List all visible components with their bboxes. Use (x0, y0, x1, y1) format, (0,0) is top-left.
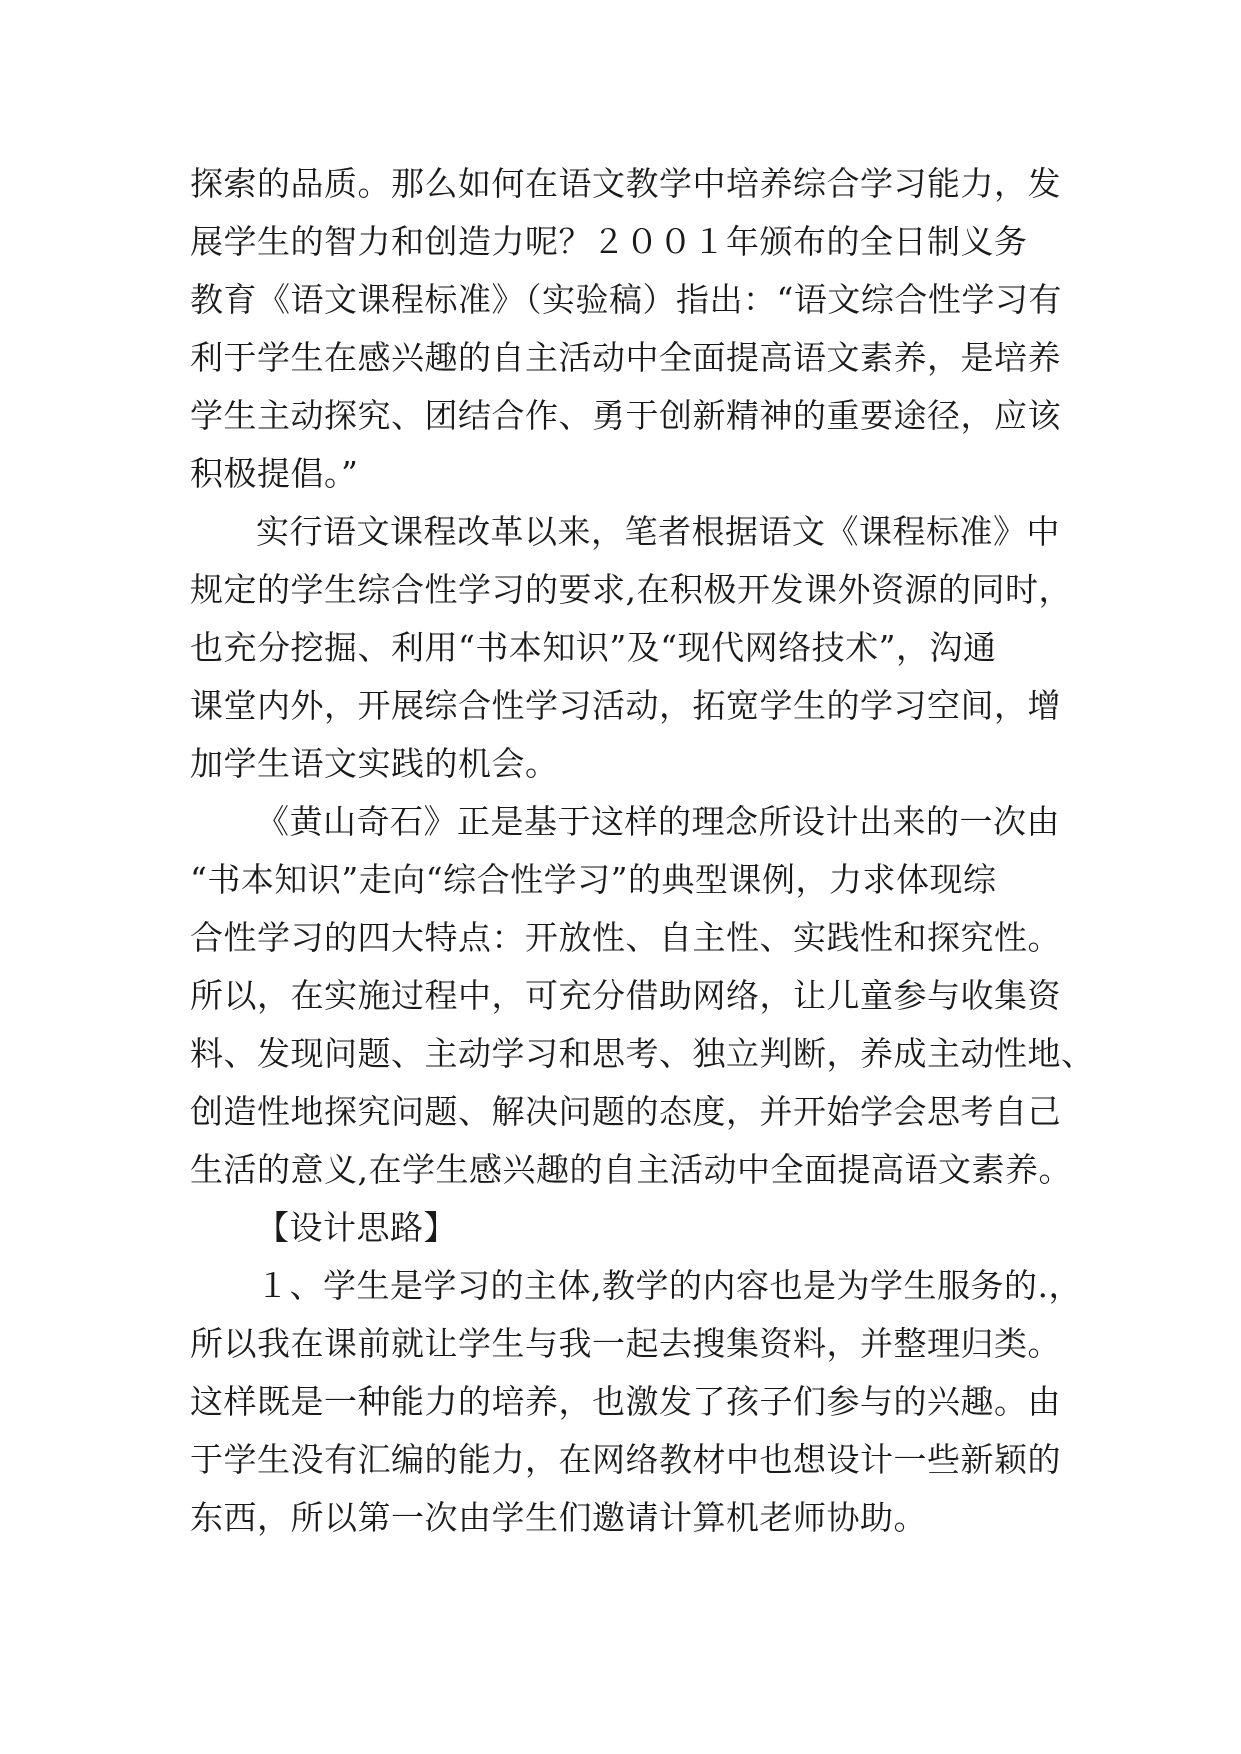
section-heading: 【设计思路】 (256, 1208, 457, 1247)
text-line: 生活的意义,在学生感兴趣的自主活动中全面提高语文素养。 (190, 1150, 1072, 1189)
text-line: 课堂内外，开展综合性学习活动，拓宽学生的学习空间，增 (190, 686, 1061, 725)
text-line: 所以，在实施过程中，可充分借助网络，让儿童参与收集资 (190, 976, 1061, 1015)
text-line: 加学生语文实践的机会。 (190, 744, 559, 783)
text-line: “书本知识”走向“综合性学习”的典型课例，力求体现综 (190, 860, 997, 899)
text-line: 东西，所以第一次由学生们邀请计算机老师协助。 (190, 1498, 927, 1537)
text-line: 这样既是一种能力的培养，也激发了孩子们参与的兴趣。由 (190, 1382, 1061, 1421)
text-line: 学生主动探究、团结合作、勇于创新精神的重要途径，应该 (190, 396, 1061, 435)
text-line: 创造性地探究问题、解决问题的态度，并开始学会思考自己 (190, 1092, 1061, 1131)
text-line: 合性学习的四大特点：开放性、自主性、实践性和探究性。 (190, 918, 1061, 957)
paragraph-first-line: １、学生是学习的主体,教学的内容也是为学生服务的.， (256, 1266, 1082, 1305)
text-line: 也充分挖掘、利用“书本知识”及“现代网络技术”，沟通 (190, 628, 997, 667)
text-line: 规定的学生综合性学习的要求,在积极开发课外资源的同时， (190, 570, 1072, 609)
text-line: 利于学生在感兴趣的自主活动中全面提高语文素养，是培养 (190, 338, 1061, 377)
text-line: 料、发现问题、主动学习和思考、独立判断，养成主动性地、 (190, 1034, 1095, 1073)
paragraph-first-line: 《黄山奇石》正是基于这样的理念所设计出来的一次由 (256, 802, 1060, 841)
text-line: 展学生的智力和创造力呢？２００１年颁布的全日制义务 (190, 222, 1028, 261)
text-line: 于学生没有汇编的能力，在网络教材中也想设计一些新颖的 (190, 1440, 1061, 1479)
text-line: 教育《语文课程标准》（实验稿）指出：“语文综合性学习有 (190, 280, 1062, 319)
text-line: 探索的品质。那么如何在语文教学中培养综合学习能力，发 (190, 164, 1061, 203)
text-line: 所以我在课前就让学生与我一起去搜集资料，并整理归类。 (190, 1324, 1061, 1363)
paragraph-first-line: 实行语文课程改革以来，笔者根据语文《课程标准》中 (256, 512, 1060, 551)
text-line: 积极提倡。” (190, 454, 359, 493)
